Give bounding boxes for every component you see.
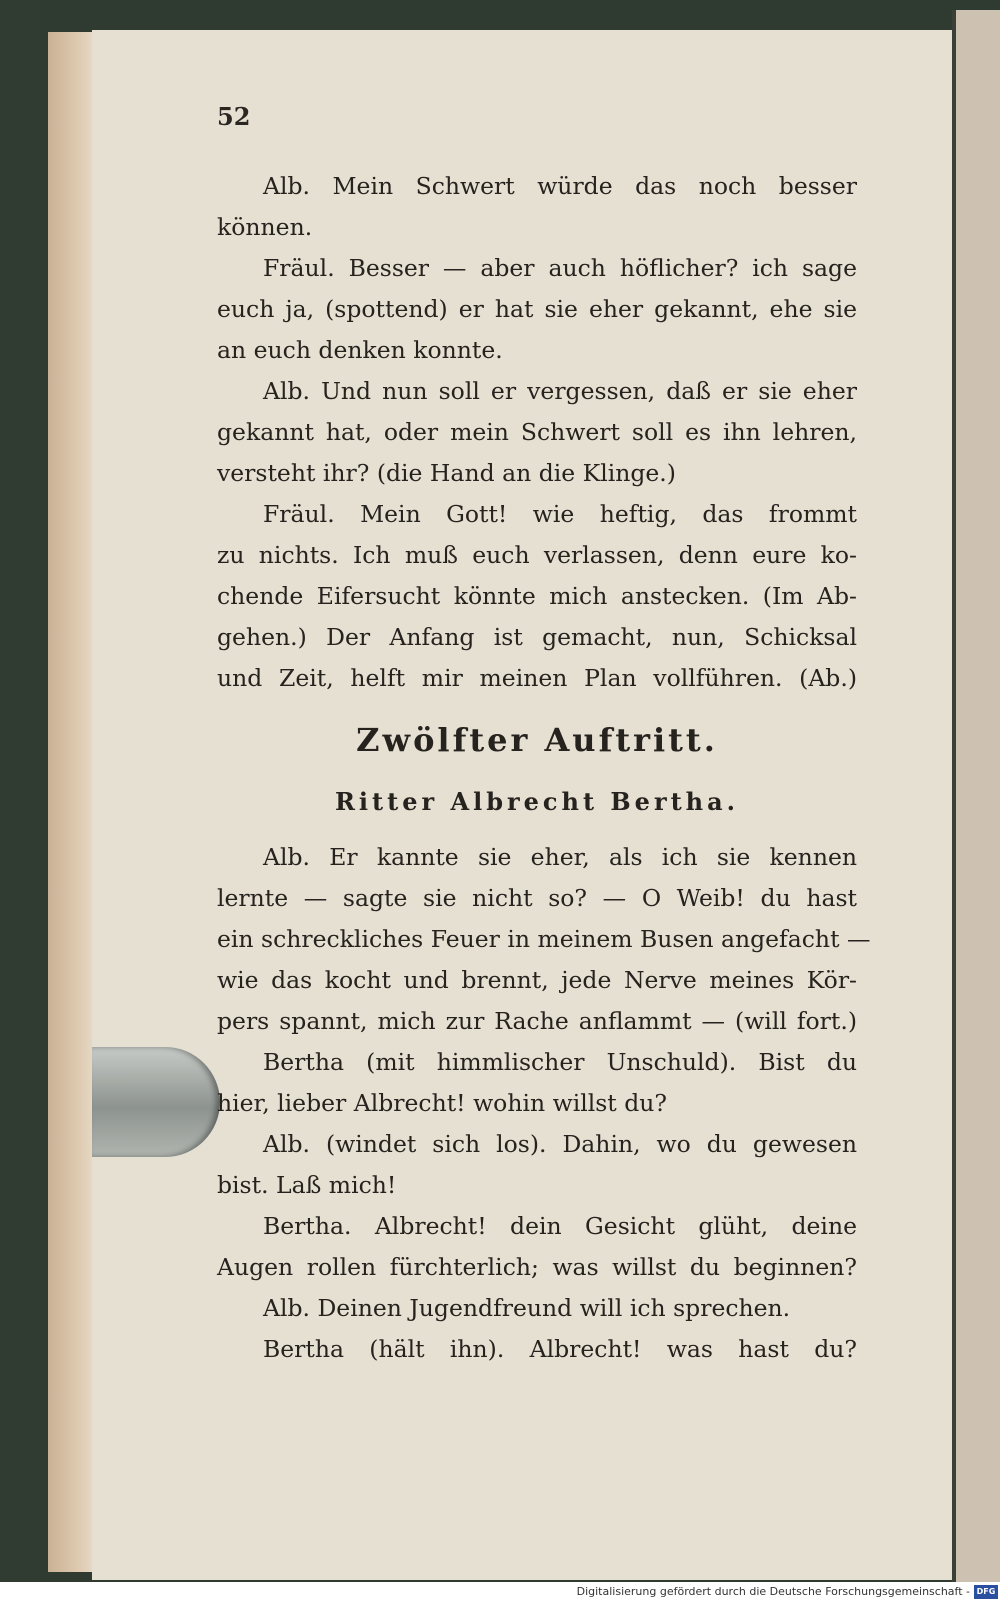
- text-line: zu nichts. Ich muß euch verlassen, denn eure ko-: [217, 541, 857, 569]
- text-line: lernte — sagte sie nicht so? — O Weib! du hast: [217, 884, 857, 912]
- text-line: Bertha. Albrecht! dein Gesicht glüht, deine: [263, 1212, 857, 1240]
- text-line: Fräul. Mein Gott! wie heftig, das frommt: [263, 500, 857, 528]
- text-line: gehen.) Der Anfang ist gemacht, nun, Schicksal: [217, 623, 857, 651]
- text-line: an euch denken konnte.: [217, 336, 503, 364]
- text-line: Alb. Er kannte sie eher, als ich sie kennen: [263, 843, 857, 871]
- text-line: bist. Laß mich!: [217, 1171, 397, 1199]
- text-line: Alb. Deinen Jugendfreund will ich sprechen.: [263, 1294, 791, 1322]
- text-line: Augen rollen fürchterlich; was willst du beginnen?: [217, 1253, 857, 1281]
- text-line: Bertha (hält ihn). Albrecht! was hast du?: [263, 1335, 857, 1363]
- text-line: versteht ihr? (die Hand an die Klinge.): [217, 459, 676, 487]
- next-page-edge: [956, 10, 1000, 1582]
- text-block-before-heading: [217, 166, 857, 699]
- text-line: können.: [217, 213, 313, 241]
- text-line: chende Eifersucht könnte mich anstecken. (Im Ab-: [217, 582, 857, 610]
- dfg-logo: DFG: [974, 1585, 998, 1599]
- text-line: euch ja, (spottend) er hat sie eher gekannt, ehe sie: [217, 295, 857, 323]
- funding-notice: Digitalisierung gefördert durch die Deutsche Forschungsgemeinschaft -: [576, 1585, 970, 1598]
- text-line: Bertha (mit himmlischer Unschuld). Bist du: [263, 1048, 857, 1076]
- text-line: hier, lieber Albrecht! wohin willst du?: [217, 1089, 667, 1117]
- text-line: Alb. Und nun soll er vergessen, daß er sie eher: [263, 377, 857, 405]
- text-line: Alb. (windet sich los). Dahin, wo du gewesen: [263, 1130, 857, 1158]
- text-line: und Zeit, helft mir meinen Plan vollführen. (Ab.): [217, 664, 857, 692]
- page-number: 52: [217, 102, 251, 131]
- scan-background-left: [0, 0, 40, 1605]
- scene-heading: Zwölfter Auftritt.: [356, 721, 718, 759]
- text-line: Fräul. Besser — aber auch höflicher? ich sage: [263, 254, 857, 282]
- text-line: pers spannt, mich zur Rache anflammt — (will fort.): [217, 1007, 857, 1035]
- page-clip: [92, 1047, 220, 1157]
- text-line: Alb. Mein Schwert würde das noch besser: [263, 172, 857, 200]
- text-line: wie das kocht und brennt, jede Nerve meines Kör-: [217, 966, 857, 994]
- text-line: gekannt hat, oder mein Schwert soll es ihn lehren,: [217, 418, 857, 446]
- text-line: ein schreckliches Feuer in meinem Busen angefacht —: [217, 925, 871, 953]
- footer-bar: [0, 1582, 1000, 1605]
- book-page-edge: [48, 32, 94, 1572]
- text-block-after-heading: [217, 837, 871, 1370]
- page-body: [217, 166, 871, 1370]
- scene-characters: Ritter Albrecht Bertha.: [334, 787, 740, 816]
